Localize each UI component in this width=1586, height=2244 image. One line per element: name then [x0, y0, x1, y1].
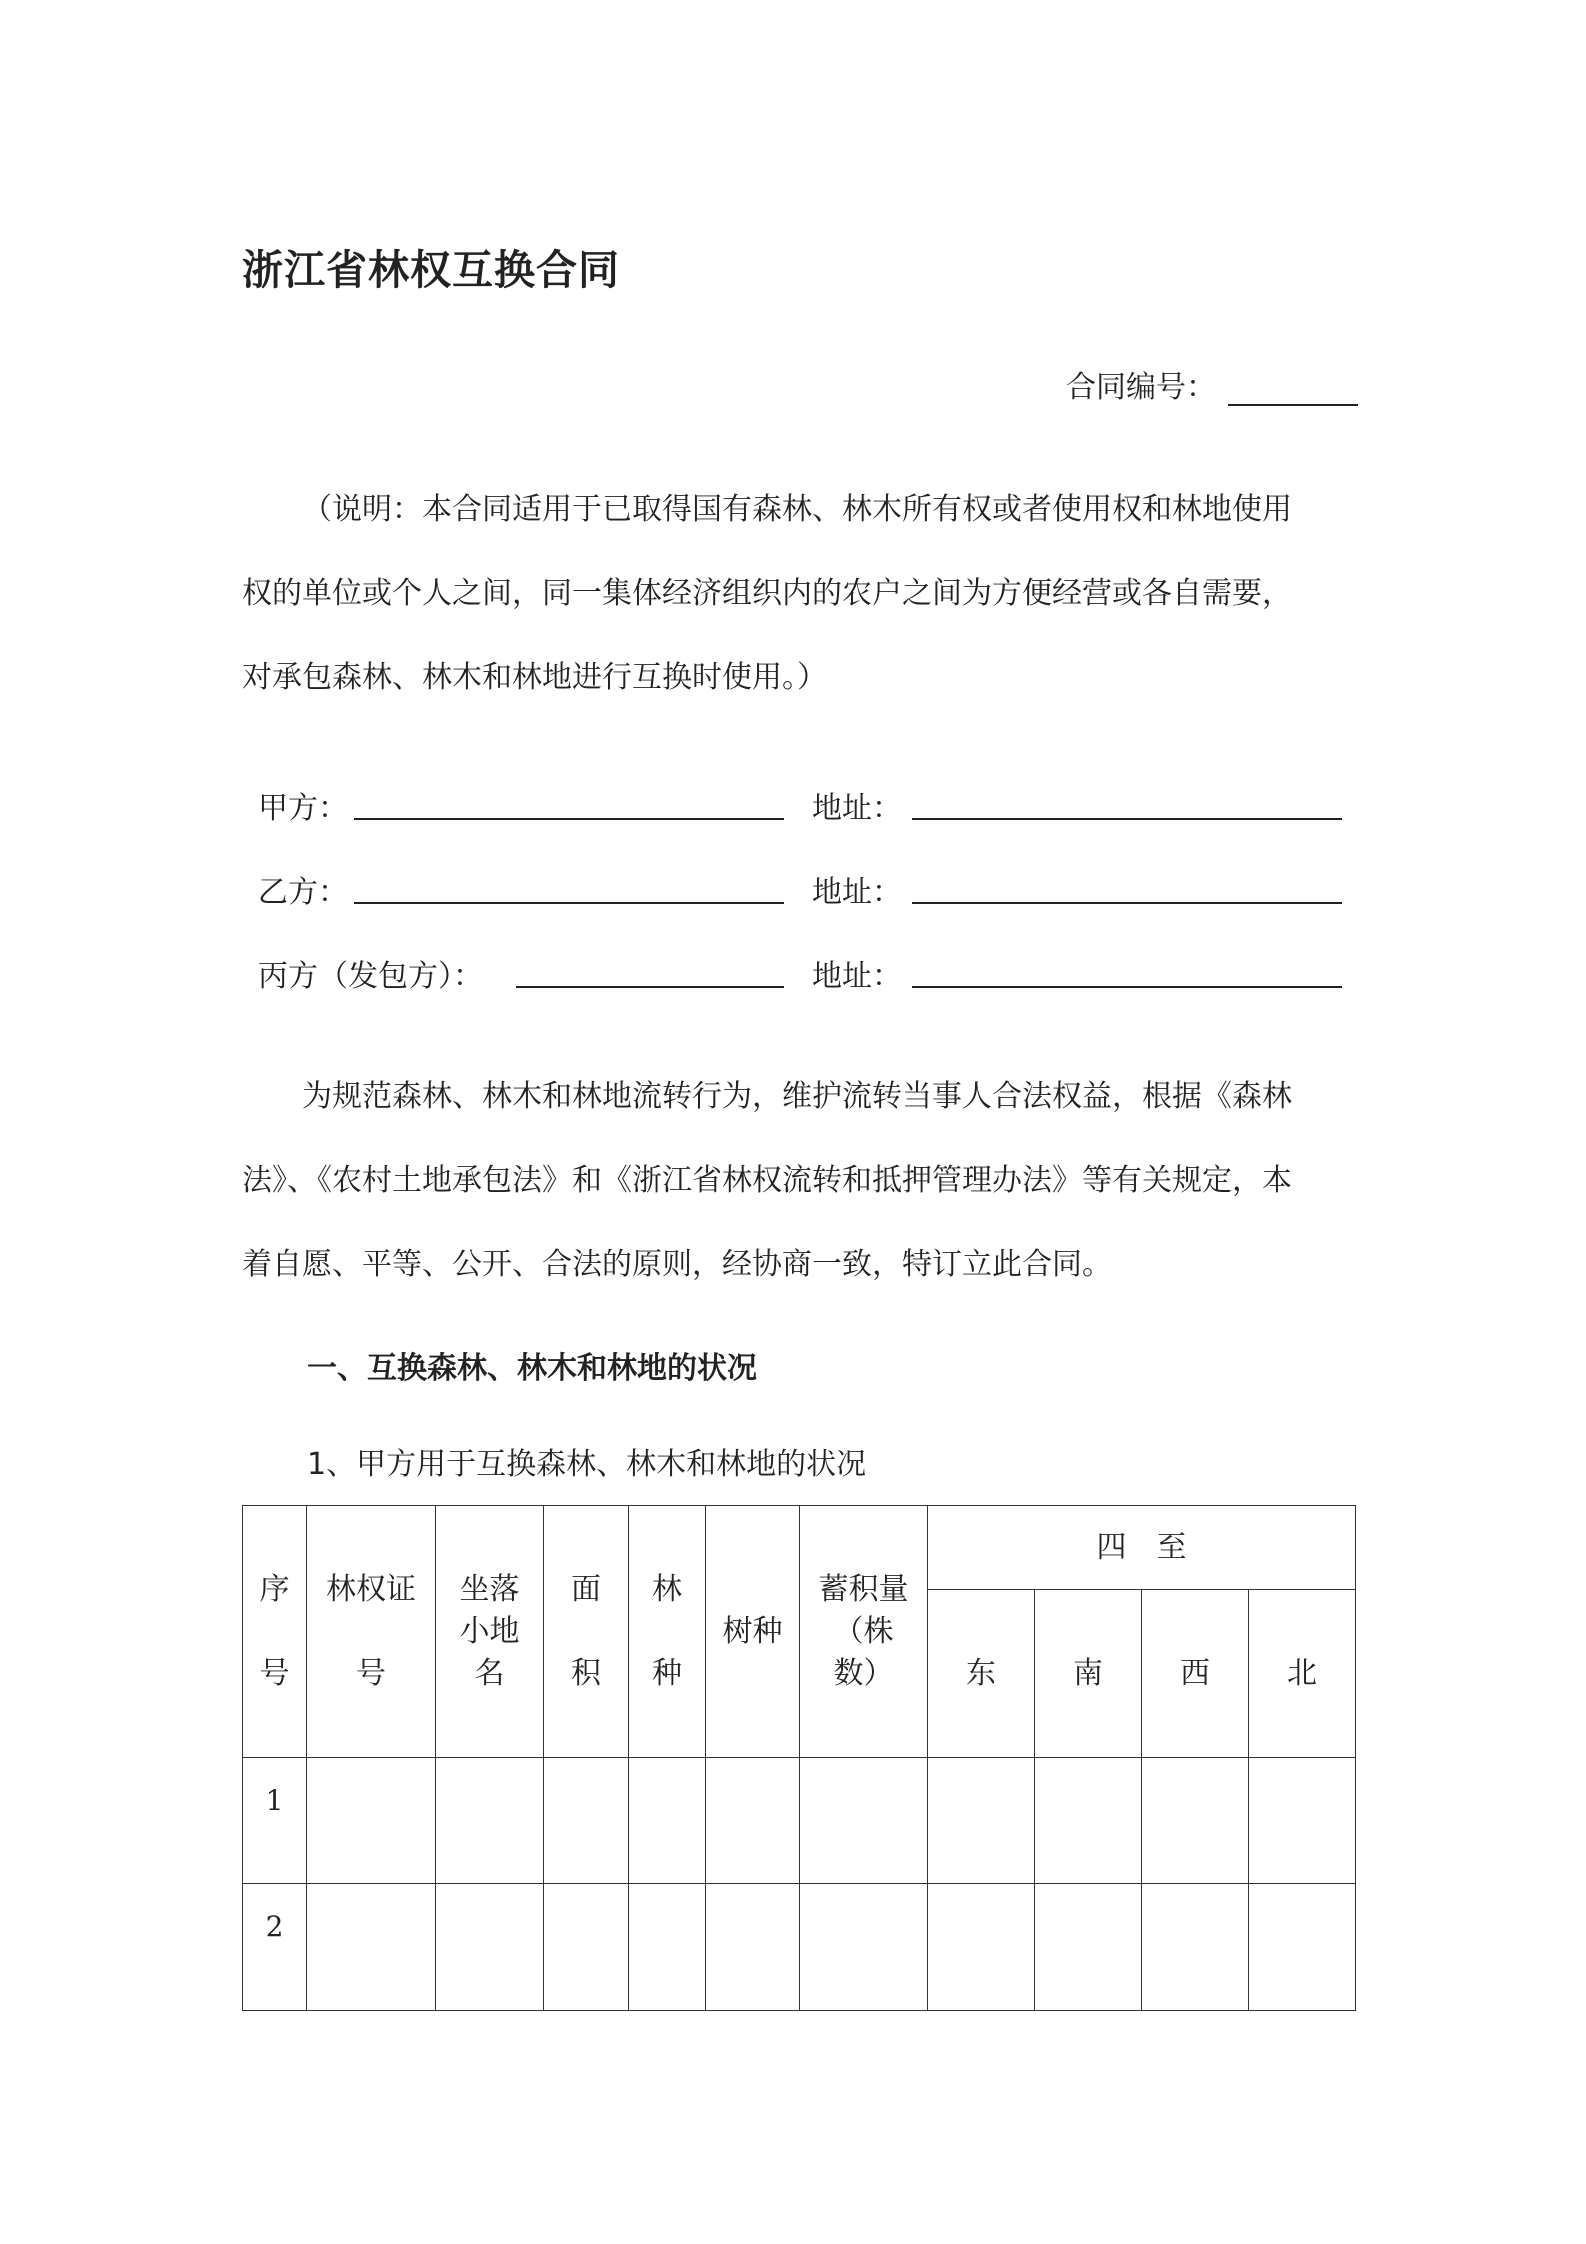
party-c-address-label: 地址： — [812, 959, 902, 994]
header-cert-line-1: 林权证 — [326, 1571, 416, 1607]
header-area-line-2: 积 — [571, 1655, 601, 1691]
usage-note — [242, 468, 1358, 720]
header-location-line-2: 小地 — [459, 1613, 520, 1649]
party-a-label: 甲方： — [258, 791, 348, 826]
row-number: 1 — [243, 1758, 307, 1884]
header-forest-type — [629, 1506, 706, 1758]
cell-east[interactable] — [928, 1758, 1035, 1884]
header-area — [544, 1506, 629, 1758]
header-seq-line-1: 序 — [259, 1571, 290, 1607]
section-1-heading: 一、互换森林、林木和林地的状况 — [307, 1351, 757, 1386]
table-row — [243, 1884, 1356, 2011]
cell-south[interactable] — [1035, 1758, 1142, 1884]
header-forest-type-line-1: 林 — [652, 1571, 682, 1607]
forest-status-table — [242, 1505, 1356, 2011]
cell-location[interactable] — [436, 1884, 544, 2011]
contract-number-blank[interactable] — [1228, 404, 1358, 406]
party-c-address-blank[interactable] — [912, 986, 1342, 988]
header-location-line-1: 坐落 — [459, 1571, 520, 1607]
header-volume-line-3: 数） — [833, 1655, 894, 1691]
header-south: 南 — [1035, 1590, 1142, 1758]
note-line-1: （说明：本合同适用于已取得国有森林、林木所有权或者使用权和林地使用 — [302, 492, 1292, 527]
party-b-label: 乙方： — [258, 875, 348, 910]
party-b-address-blank[interactable] — [912, 902, 1342, 904]
cell-south[interactable] — [1035, 1884, 1142, 2011]
header-seq-line-2: 号 — [259, 1655, 290, 1691]
header-cert-line-2: 号 — [356, 1655, 386, 1691]
basis-line-1: 为规范森林、林木和林地流转行为，维护流转当事人合法权益，根据《森林 — [302, 1079, 1292, 1114]
cell-north[interactable] — [1249, 1884, 1356, 2011]
cell-location[interactable] — [436, 1758, 544, 1884]
cell-species[interactable] — [706, 1884, 800, 2011]
party-a-address-label: 地址： — [812, 791, 902, 826]
cell-cert[interactable] — [307, 1758, 436, 1884]
party-c-name-blank[interactable] — [516, 986, 784, 988]
header-cert — [307, 1506, 436, 1758]
header-boundaries: 四 至 — [928, 1506, 1356, 1590]
cell-west[interactable] — [1142, 1884, 1249, 2011]
cell-east[interactable] — [928, 1884, 1035, 2011]
party-b-name-blank[interactable] — [354, 902, 784, 904]
cell-north[interactable] — [1249, 1758, 1356, 1884]
document-title: 浙江省林权互换合同 — [242, 246, 620, 294]
legal-basis-paragraph — [242, 1055, 1358, 1307]
header-seq — [243, 1506, 307, 1758]
header-forest-type-line-2: 种 — [652, 1655, 682, 1691]
cell-area[interactable] — [544, 1758, 629, 1884]
cell-volume[interactable] — [800, 1884, 928, 2011]
header-species: 树种 — [706, 1506, 800, 1758]
row-number: 2 — [243, 1884, 307, 2011]
cell-west[interactable] — [1142, 1758, 1249, 1884]
header-west: 西 — [1142, 1590, 1249, 1758]
header-east: 东 — [928, 1590, 1035, 1758]
party-a-address-blank[interactable] — [912, 818, 1342, 820]
party-a-name-blank[interactable] — [354, 818, 784, 820]
cell-area[interactable] — [544, 1884, 629, 2011]
header-volume-line-2: （株 — [833, 1613, 894, 1649]
cell-forest-type[interactable] — [629, 1758, 706, 1884]
basis-line-2: 法》、《农村土地承包法》和《浙江省林权流转和抵押管理办法》等有关规定，本 — [242, 1163, 1292, 1198]
header-location — [436, 1506, 544, 1758]
table-row — [243, 1758, 1356, 1884]
contract-number-label: 合同编号： — [1066, 370, 1216, 405]
header-volume — [800, 1506, 928, 1758]
header-north: 北 — [1249, 1590, 1356, 1758]
basis-line-3: 着自愿、平等、公开、合法的原则，经协商一致，特订立此合同。 — [242, 1247, 1112, 1282]
party-c-label: 丙方（发包方）： — [258, 959, 483, 994]
cell-volume[interactable] — [800, 1758, 928, 1884]
note-line-2: 权的单位或个人之间，同一集体经济组织内的农户之间为方便经营或各自需要， — [242, 576, 1292, 611]
note-line-3: 对承包森林、林木和林地进行互换时使用。） — [242, 660, 827, 695]
header-volume-line-1: 蓄积量 — [818, 1571, 909, 1607]
cell-species[interactable] — [706, 1758, 800, 1884]
header-location-line-3: 名 — [474, 1655, 505, 1691]
party-b-address-label: 地址： — [812, 875, 902, 910]
header-area-line-1: 面 — [571, 1571, 601, 1607]
cell-cert[interactable] — [307, 1884, 436, 2011]
cell-forest-type[interactable] — [629, 1884, 706, 2011]
subsection-1-heading: 1、甲方用于互换森林、林木和林地的状况 — [307, 1447, 867, 1482]
